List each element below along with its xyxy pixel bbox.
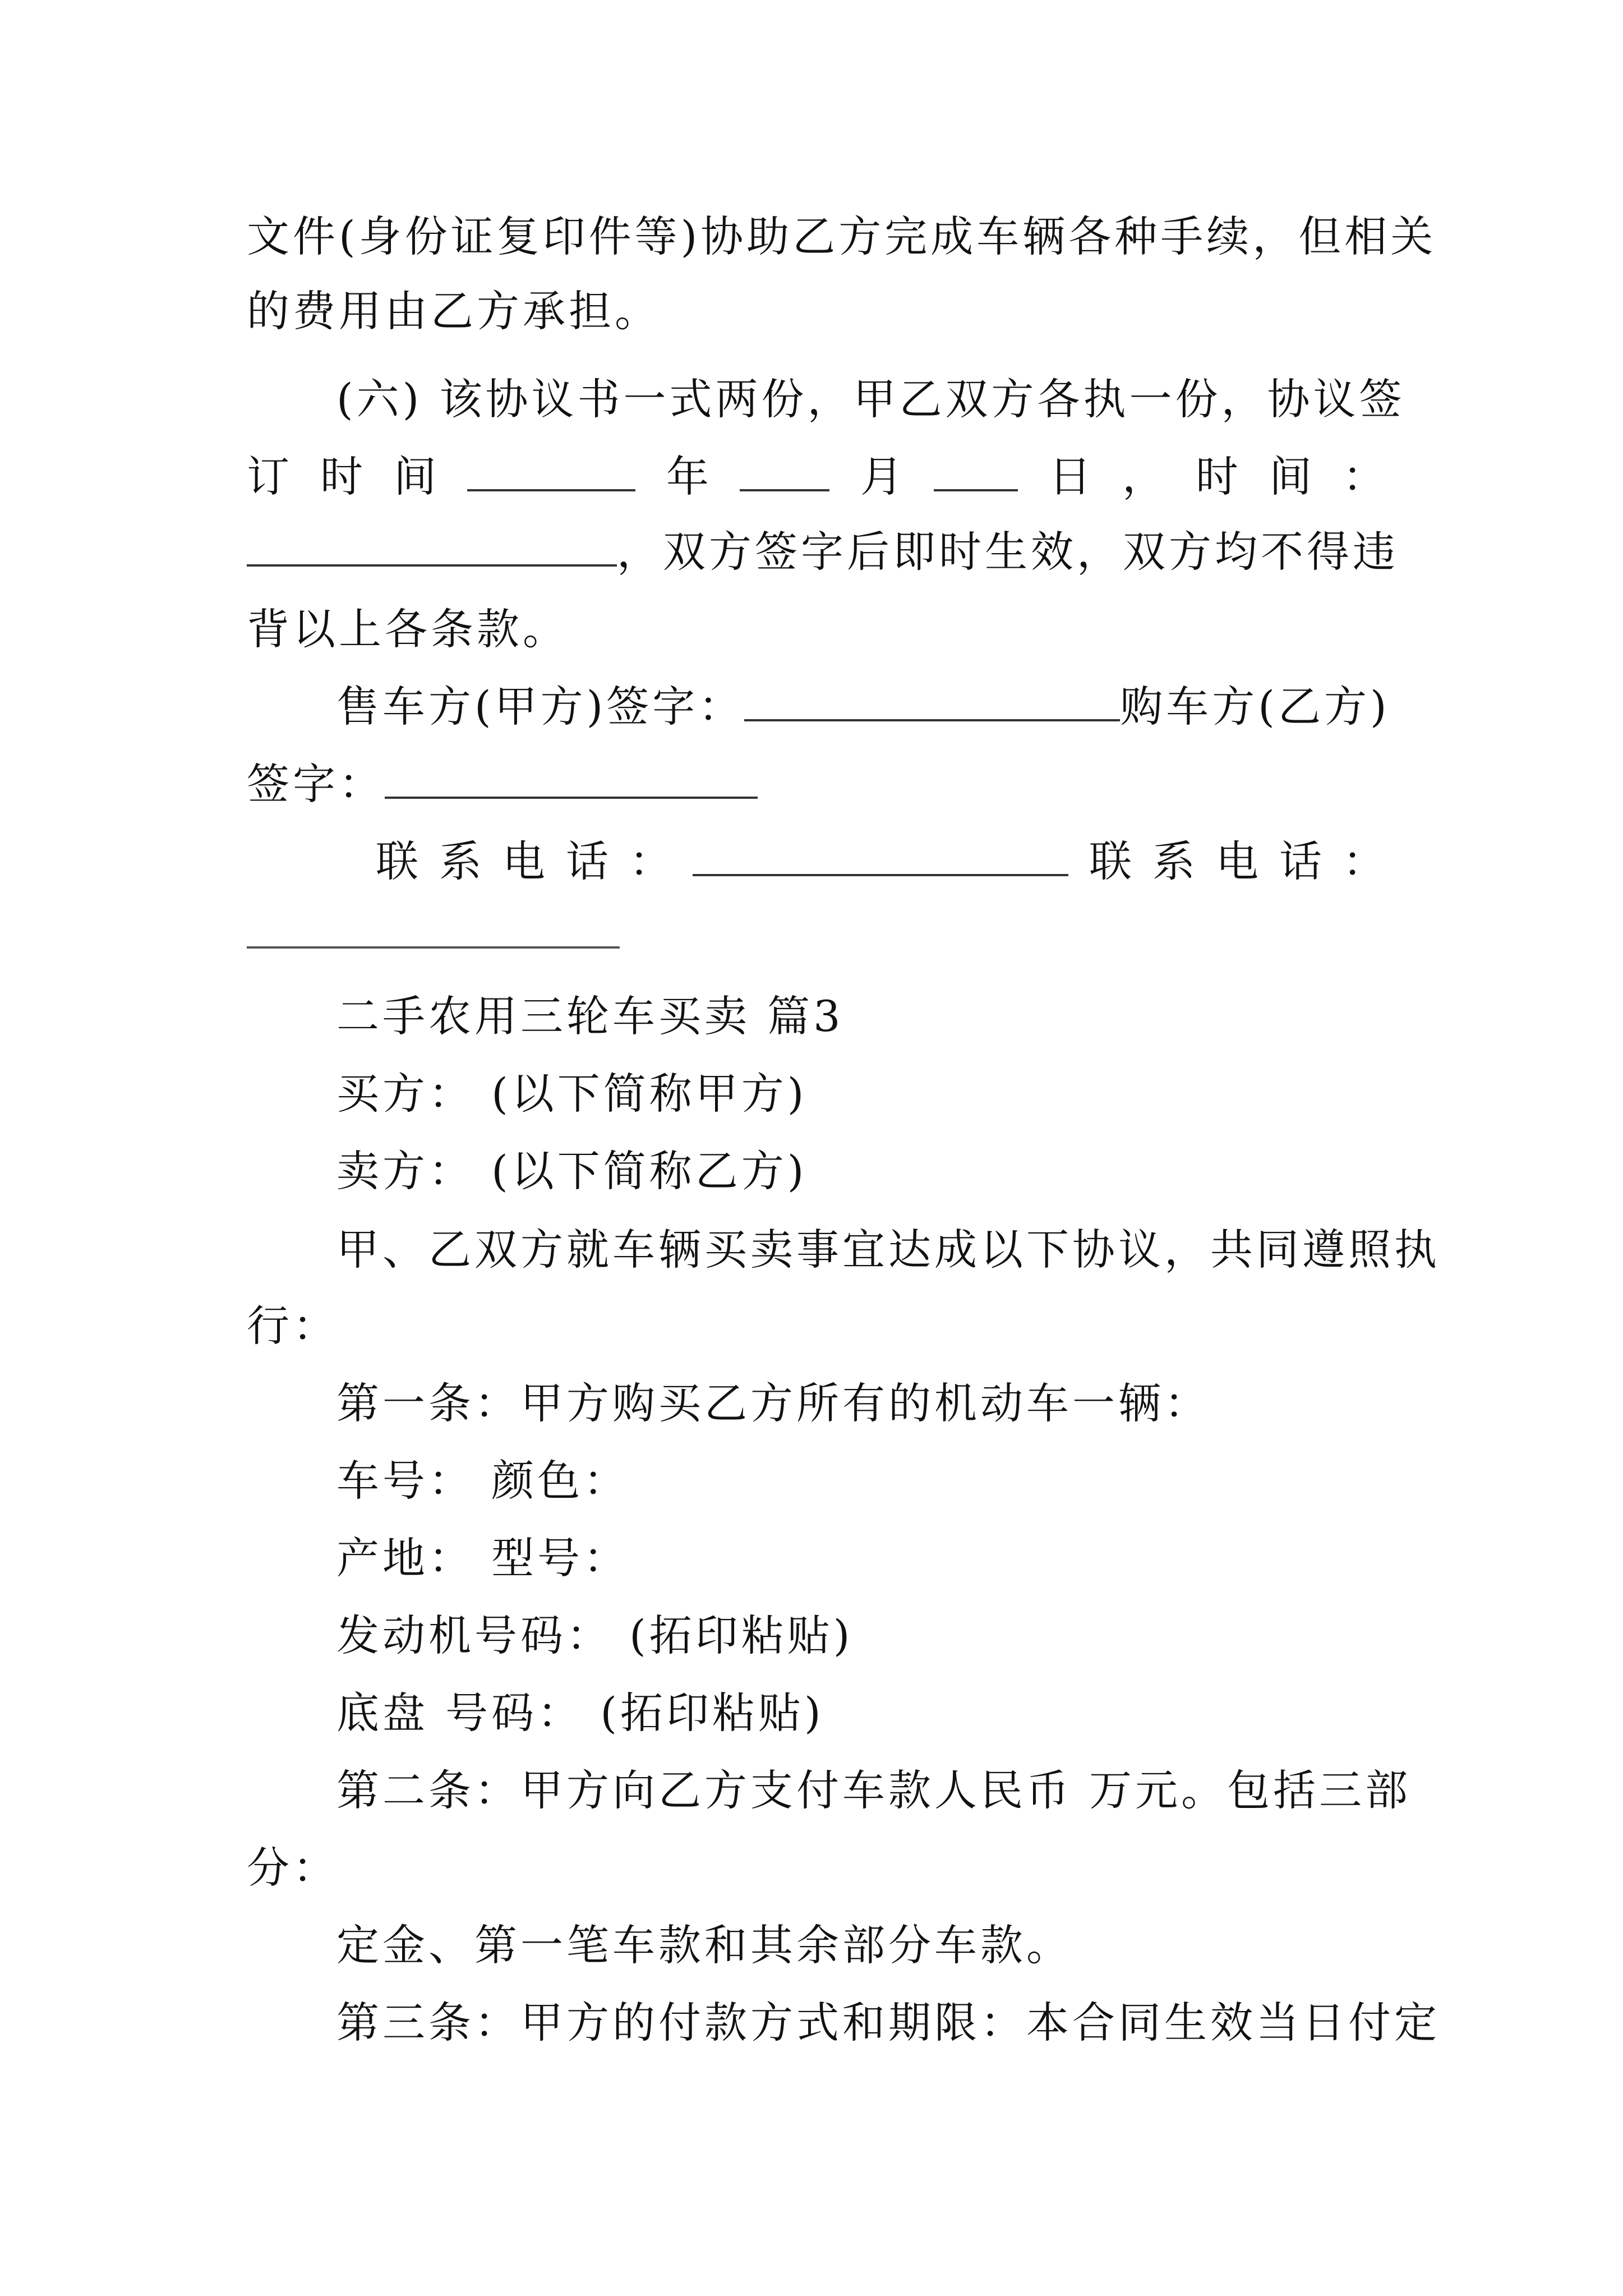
text-char: 话 bbox=[1279, 836, 1322, 886]
article-one: 第一条：甲方购买乙方所有的机动车一辆： bbox=[336, 1378, 1210, 1428]
buyer-signature-line bbox=[247, 756, 758, 812]
article-two: 第二条：甲方向乙方支付车款人民币 万元。包括三部 bbox=[336, 1765, 1412, 1815]
text-char: 时 bbox=[320, 452, 363, 501]
text-line: 背以上各条款。 bbox=[247, 604, 569, 654]
text-char: 电 bbox=[502, 836, 545, 886]
text-line: 定金、第一笔车款和其余部分车款。 bbox=[336, 1920, 1072, 1970]
text-line: 甲、乙双方就车辆买卖事宜达成以下协议，共同遵照执 bbox=[336, 1225, 1440, 1274]
text-line: 文件(身份证复印件等)协助乙方完成车辆各种手续，但相关 bbox=[247, 211, 1437, 261]
text-char: 月 bbox=[860, 452, 903, 501]
text-char: 间 bbox=[1269, 452, 1312, 501]
time-blank bbox=[247, 531, 617, 567]
day-blank bbox=[934, 455, 1018, 491]
text-char: 话 bbox=[566, 836, 608, 886]
text-char: 年 bbox=[666, 452, 709, 501]
text-segment: ，双方签字后即时生效，双方均不得违 bbox=[617, 527, 1399, 577]
signing-date-line bbox=[247, 449, 1385, 505]
text-line: 买方： (以下简称甲方) bbox=[336, 1069, 808, 1119]
text-char: ， bbox=[1122, 452, 1165, 501]
effective-line bbox=[247, 524, 1399, 580]
clause-six-line: (六) 该协议书一式两份，甲乙双方各执一份，协议签 bbox=[336, 374, 1405, 424]
text-line: 行： bbox=[247, 1301, 339, 1351]
text-char: 订 bbox=[247, 452, 289, 501]
text-char: ： bbox=[629, 836, 672, 886]
buyer-signature-blank bbox=[385, 763, 758, 799]
text-line: 车号： 颜色： bbox=[336, 1456, 630, 1506]
phone-line bbox=[376, 834, 1385, 890]
text-char: 电 bbox=[1216, 836, 1258, 886]
text-char: 系 bbox=[439, 836, 482, 886]
text-line: 分： bbox=[247, 1843, 339, 1893]
text-char: 联 bbox=[1089, 836, 1132, 886]
article-three: 第三条：甲方的付款方式和期限：本合同生效当日付定 bbox=[336, 1998, 1440, 2047]
month-blank bbox=[740, 455, 829, 491]
signature-label: 签字： bbox=[247, 759, 385, 809]
text-line: 底盘 号码： (拓印粘贴) bbox=[336, 1688, 824, 1738]
text-line: 发动机号码： (拓印粘贴) bbox=[336, 1611, 854, 1660]
text-char: 间 bbox=[394, 452, 436, 501]
seller-phone-blank bbox=[693, 840, 1068, 876]
buyer-phone-blank bbox=[247, 946, 620, 949]
text-char: ： bbox=[1343, 836, 1385, 886]
seller-signature-blank bbox=[744, 685, 1120, 721]
buyer-signature-label: 购车方(乙方) bbox=[1120, 682, 1390, 731]
text-line: 的费用由乙方承担。 bbox=[247, 286, 661, 336]
text-char: 日 bbox=[1049, 452, 1091, 501]
text-line: 产地： 型号： bbox=[336, 1533, 630, 1583]
section-heading: 二手农用三轮车买卖 篇3 bbox=[336, 991, 844, 1041]
seller-signature-line bbox=[336, 679, 1390, 735]
text-char: 系 bbox=[1152, 836, 1195, 886]
text-char: 联 bbox=[376, 836, 418, 886]
text-char: 时 bbox=[1196, 452, 1238, 501]
text-line: 卖方： (以下简称乙方) bbox=[336, 1146, 808, 1196]
year-blank bbox=[467, 455, 635, 491]
seller-signature-label: 售车方(甲方)签字： bbox=[336, 682, 745, 731]
text-char: ： bbox=[1343, 452, 1385, 501]
